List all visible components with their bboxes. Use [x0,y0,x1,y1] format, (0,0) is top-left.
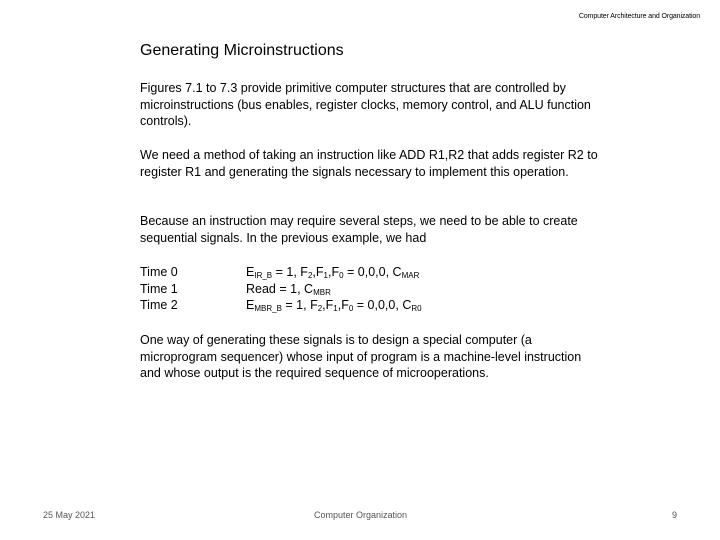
paragraph-sequential: Because an instruction may require several steps, we need to be able to create sequential signals. In the previous example, we had [140,214,578,245]
paragraph-structures: Figures 7.1 to 7.3 provide primitive computer structures that are controlled by microinstructions (bus enables, register clocks, memory control, and ALU function controls). [140,81,591,128]
step-row-time-0 [140,264,422,281]
step-time-label: Time 0 [140,265,178,279]
footer-title: Computer Organization [314,510,408,520]
footer-date: 25 May 2021 [43,510,96,520]
step-time-label: Time 1 [140,281,178,296]
paragraph-microprogram-sequencer: One way of generating these signals is to design a special computer (a microprogram sequencer) whose input of program is a machine-level instruction and whose output is the required sequence of microoperations. [140,333,582,380]
step-signals: $E_{MBR\_B} = 1$, $F_2,F_1,F_0 = 0,0,0$, $C_{R0}$ [246,298,422,313]
step-signals: Read = 1, $C_{MBR}$ [246,281,331,297]
paragraph-method: We need a method of taking an instruction like ADD R1,R2 that adds register R2 to register R1 and generating the signals necessary to implement this operation. [140,148,598,179]
step-signals: $E_{IR\_B} = 1$, $F_2,F_1,F_0 = 0,0,0$, $C_{MAR}$ [246,265,420,280]
step-row-time-1 [140,281,422,298]
timing-steps [140,264,422,314]
step-time-label: Time 2 [140,298,178,312]
course-header: Computer Architecture and Organization [578,13,700,20]
page-number: 9 [671,510,677,520]
slide-title: Generating Microinstructions [140,42,344,59]
step-row-time-2 [140,297,422,314]
